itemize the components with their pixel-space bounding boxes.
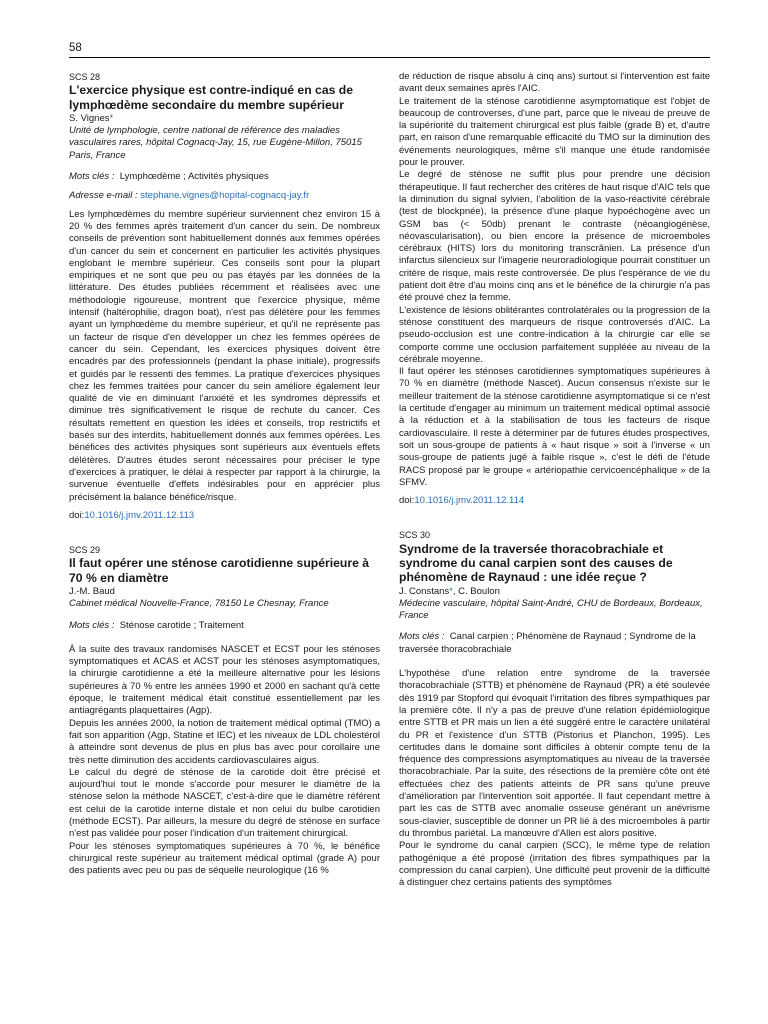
doi-link[interactable]: 10.1016/j.jmv.2011.12.114 <box>414 495 525 507</box>
doi-line <box>399 495 710 507</box>
article-authors: J.-M. Baud <box>69 585 115 597</box>
body-paragraph: Pour le syndrome du canal carpien (SCC), le même type de relation pathogénique a été proposé (irritation des fibres sympathiques par la compression du canal carpien). Une difficulté peut provenir de la difficulté à distinguer chez certains patients des symptômes <box>399 840 710 889</box>
right-column <box>399 71 710 889</box>
doi-label: doi: <box>399 495 415 507</box>
author-name: J. Constans <box>399 585 450 597</box>
author-name: S. Vignes <box>69 112 110 124</box>
email-label: Adresse e-mail : <box>69 190 138 202</box>
body-paragraph: Le degré de sténose ne suffit plus pour prendre une décision thérapeutique. Il faut rechercher des critères de haut risque d'AIC tels que la diminution du signal sylvien, l'abolition de la vaso-réactivité cérébrale (test de blockpnée), la présence d'une plaque hypoéchogène avec un GSM bas (< 50db) prenant le contraste (néoangiogénèse, néovascularisation), ou bien encore la présence de microemboles cérébraux (HITS) lors du monitoring transcrânien. La présence d'un infarctus silencieux sur l'imagerie neuroradiologique pourrait constituer un critère de risque, mais reste controversée. De plus l'espérance de vie du patient doit être d'au moins cinq ans et le bénéfice de la chirurgie n'a pas été prouvé chez la femme. <box>399 169 710 304</box>
keywords <box>399 631 710 656</box>
spacer <box>69 522 380 544</box>
doi-line <box>69 510 380 522</box>
body-paragraph: Le traitement de la sténose carotidienne asymptomatique est l'objet de beaucoup de controverses, d'une part, parce que le niveau de preuve de la supériorité du traitement chirurgical est plus faible (grade B) et, d'autre part, en raison d'une remarquable efficacité du TMO sur la diminution des événements neurologiques, même s'il manque une étude randomisée pour le prouver. <box>399 95 710 169</box>
email-link[interactable]: stephane.vignes@hopital-cognacq-jay.fr <box>140 190 310 202</box>
keywords-value: Sténose carotide ; Traitement <box>119 619 244 631</box>
keywords-label: Mots clés : <box>69 171 115 183</box>
keywords <box>69 620 380 632</box>
article-code: SCS 29 <box>69 545 101 556</box>
article-authors <box>69 113 380 125</box>
article-body-continued <box>399 71 710 489</box>
keywords <box>69 171 380 183</box>
article-title: Syndrome de la traversée thoracobrachiale et syndrome du canal carpien sont des causes de phénomène de Raynaud : une idée reçue ? <box>399 541 673 585</box>
spacer <box>399 507 710 529</box>
article-code: SCS 28 <box>69 72 101 82</box>
article-code: SCS 30 <box>399 530 431 541</box>
header-rule <box>69 57 710 58</box>
article-affiliation: Unité de lymphologie, centre national de référence des maladies vasculaires rares, hôpital Cognacq-Jay, 15, rue Eugène-Millon, 75015 Paris, France <box>69 125 362 161</box>
article-affiliation: Cabinet médical Nouvelle-France, 78150 Le Chesnay, France <box>69 598 329 610</box>
article-title: Il faut opérer une sténose carotidienne supérieure à 70 % en diamètre <box>69 556 370 585</box>
article-body <box>69 209 380 504</box>
article-affiliation: Médecine vasculaire, hôpital Saint-André, CHU de Bordeaux, Bordeaux, France <box>399 597 703 622</box>
article-body <box>399 668 710 889</box>
page-number: 58 <box>69 42 82 54</box>
article-title: L'exercice physique est contre-indiqué en cas de lymphœdème secondaire du membre supérieur <box>69 83 353 112</box>
keywords-label: Mots clés : <box>399 631 445 643</box>
body-paragraph: L'existence de lésions oblitérantes controlatérales ou la progression de la sténose constituent des marqueurs de risque controversés d'AIC. La pseudo-occlusion est une contre-indication à la chirurgie car elle se comporte comme une occlusion parfaitement suppléée au niveau de la cérébrale moyenne. <box>399 304 710 365</box>
body-paragraph: À la suite des travaux randomisés NASCET et ECST pour les sténoses symptomatiques et ACAS et ACST pour les sténoses asymptomatiques, la chirurgie carotidienne a été la meilleure alternative pour les lésions supérieures à 70 % entre les années 1990 et 2000 en sachant qu'à cette époque, le traitement médical était constitué essentiellement par les antiagrégants plaquettaires (Agp). <box>69 643 380 717</box>
body-paragraph: L'hypothèse d'une relation entre syndrome de la traversée thoracobrachiale (STTB) et phénomène de Raynaud (PR) a été soulevée dès 1919 par Stopford qui évoquait l'irritation des fibres sympathiques par la première côte. Il n'y a pas de preuve d'une relation épidémiologique entre STTB et PR mais un lien a été suggéré entre le caractère unilatéral du PR et l'existence d'un STTB (Pistorius et Planchon, 1995). Les certitudes dans le domaine sont difficiles à obtenir compte tenu de la fréquence des compressions asymptomatiques au niveau de la traversée thoracobrachiale. Par la suite, des résections de la première côte ont été effectuées chez des patients atteints de PR sans qu'une preuve d'amélioration par l'intervention soit apportée. Il faut cependant mettre à part les cas de STTB avec anomalie osseuse générant un anévrisme sous-clavier, susceptible de donner un PR lié à des microemboles à partir du thrombus pariétal. La manœuvre d'Allen est alors positive. <box>399 668 710 839</box>
corresponding-author-asterisk[interactable]: * <box>449 585 453 597</box>
body-paragraph: de réduction de risque absolu à cinq ans) surtout si l'intervention est faite avant deux semaines après l'AIC. <box>399 71 710 95</box>
author-name-rest: , C. Boulon <box>452 585 500 597</box>
body-paragraph: Les lymphœdèmes du membre supérieur surviennent chez environ 15 à 20 % des femmes après traitement d'un cancer du sein. De nombreux conseils de prévention sont habituellement donnés aux femmes opérées d'un cancer du sein et concernent en particulier les activités physiques englobant le membre supérieur. Ces conseils sont pour la plupart empiriques et ne sont que peu ou pas étayés par les données de la littérature. Des études publiées récemment et réalisées avec une méthodologie rigoureuse, montrent que l'exercice physique, même intensif (haltérophilie, dragon boat), n'est pas délétère pour les femmes ayant un lymphœdème du membre supérieur, et qu'il ne représente pas un facteur de risque d'en développer un chez les femmes opérées de cancer du sein. Cependant, les exercices physiques doivent être encadrés par des professionnels (pendant la phase initiale), progressifs et guidés par le ressenti des femmes. La pratique d'exercices physiques chez les femmes traitées pour cancer du sein améliore également leur qualité de vie en diminuant l'anxiété et les syndromes dépressifs et diminue très significativement le risque de rechute du cancer. Ces résultats remettent en question les idées et conseils, trop restrictifs et basés sur des interdits, habituellement donnés aux femmes opérées. Les bénéfices des activités physiques sont supérieurs aux éventuels effets délétères. D'autres études seront nécessaires pour préciser le type d'exercices à pratiquer, le délai à respecter par rapport à la chirurgie, la survenue éventuelle d'effets indésirables pour en apprécier plus précisément la balance bénéfice/risque. <box>69 208 380 503</box>
corresponding-author-asterisk[interactable]: * <box>109 112 114 124</box>
doi-label: doi: <box>69 509 85 521</box>
left-column <box>69 71 380 878</box>
body-paragraph: Depuis les années 2000, la notion de traitement médical optimal (TMO) a fait son apparition (Agp, Statine et IEC) et les niveaux de LDL cholestérol à atteindre sont devenus de plus en plus bas avec pour corollaire une très nette diminution des accidents cardiovasculaires aigus. <box>69 717 380 766</box>
keywords-value: Canal carpien ; Phénomène de Raynaud ; Syndrome de la traversée thoracobrachiale <box>399 631 696 655</box>
doi-link[interactable]: 10.1016/j.jmv.2011.12.113 <box>84 509 195 521</box>
body-paragraph: Pour les sténoses symptomatiques supérieures à 70 %, le bénéfice chirurgical reste supérieur au traitement médical optimal (grade A) pour des patients avec peu ou pas de séquelle neurologique (16 % <box>69 840 380 877</box>
body-paragraph: Il faut opérer les sténoses carotidiennes symptomatiques supérieures à 70 % en diamètre (méthode Nascet). Aucun consensus n'existe sur le meilleur traitement de la sténose carotidienne asymptomatique si ce n'est la certitude d'engager au minimum un traitement médical optimal associé à la réduction et à la stabilisation de tous les facteurs de risque cardiovasculaire. Il reste à déterminer par de futures études prospectives, soit un sous-groupe de patients à « haut risque » soit à l'inverse « un sous-groupe de patients jugé à faible risque », c'est le défi de l'étude RACS proposé par le groupe « artériopathie cervicoencéphalique » de la SFMV. <box>399 366 710 488</box>
keywords-value: Lymphœdème ; Activités physiques <box>119 171 269 183</box>
email-line <box>69 190 380 202</box>
article-authors <box>399 586 710 598</box>
article-body <box>69 644 380 878</box>
body-paragraph: Le calcul du degré de sténose de la carotide doit être précisé et aujourd'hui tout le monde s'accorde pour mesurer le diamètre de la sténose selon la méthode NASCET, c'est-à-dire que le diamètre référent est celui de la carotide interne distale et non celui du bulbe carotidien (méthode ECST). Par ailleurs, la mesure du degré de sténose en surface n'est pas validée pour poser l'indication d'un traitement chirurgical. <box>69 766 380 840</box>
keywords-label: Mots clés : <box>69 619 115 631</box>
